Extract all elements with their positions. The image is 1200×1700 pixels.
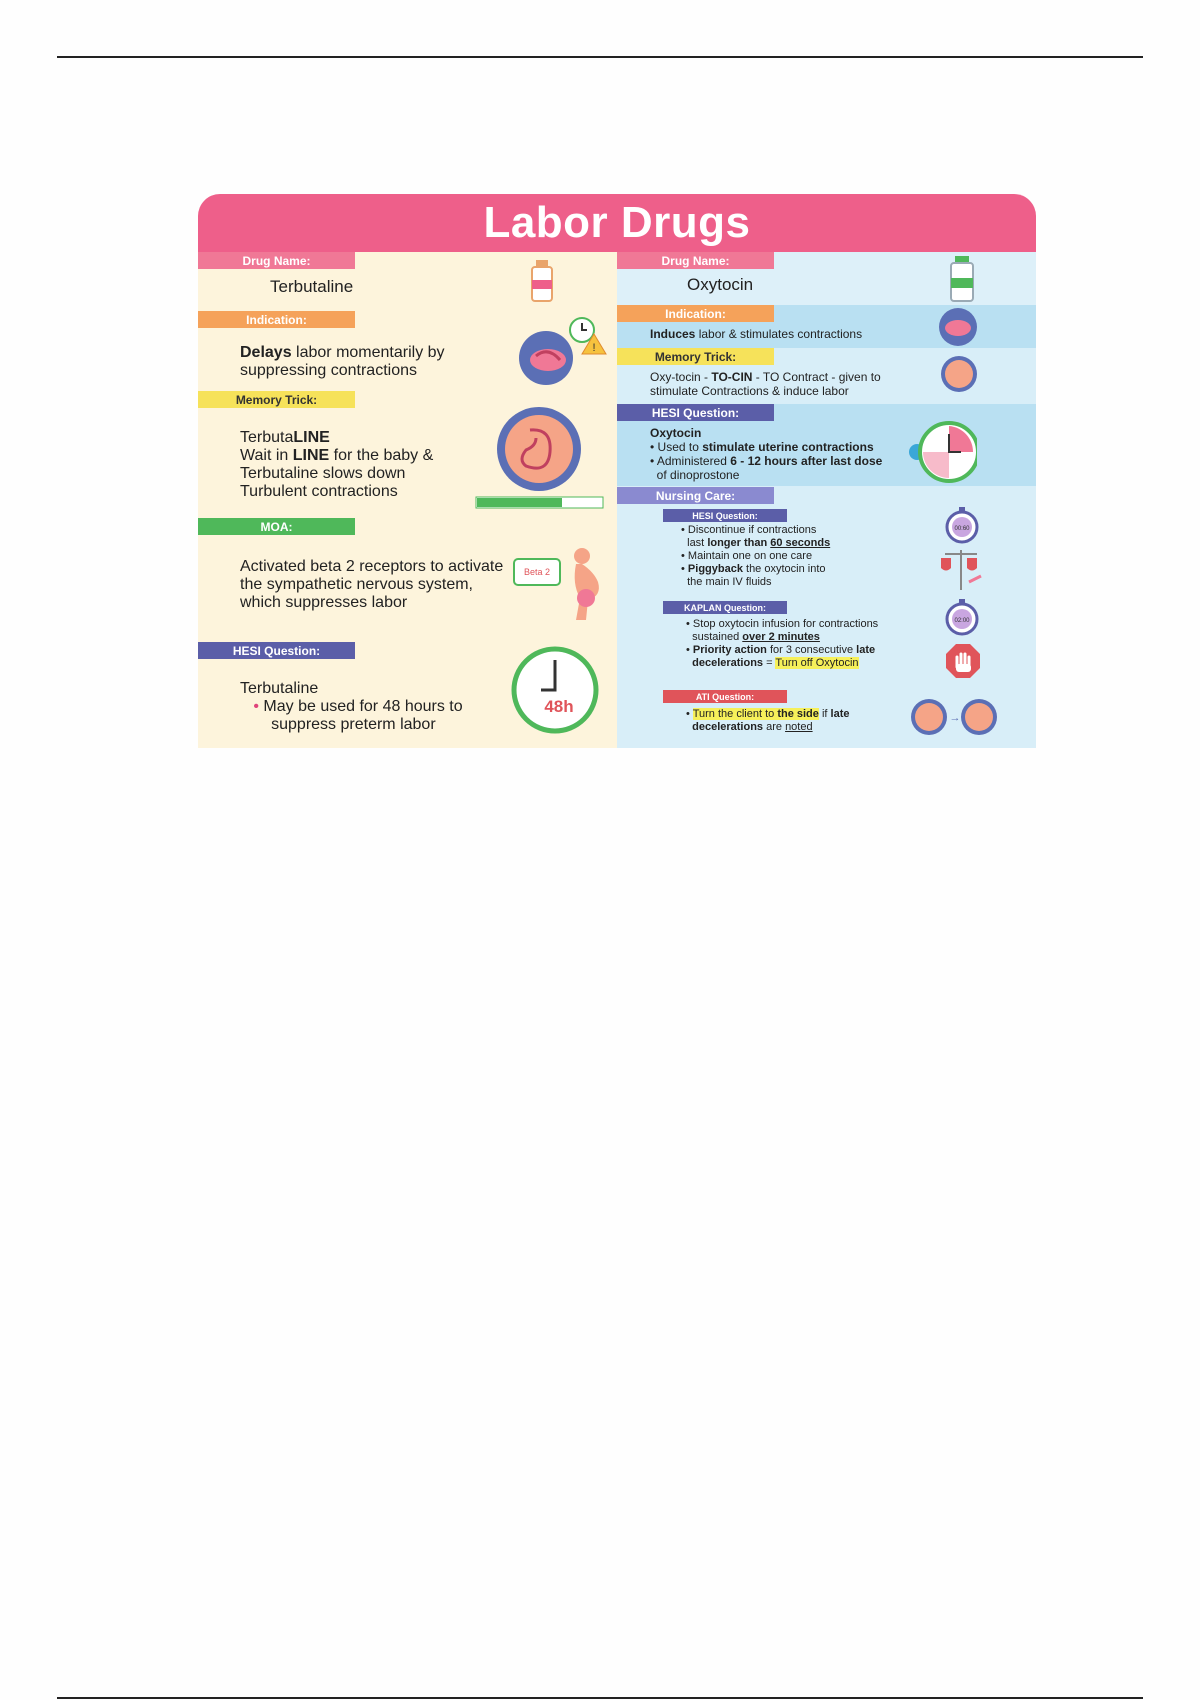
- ati-label: ATI Question:: [663, 690, 787, 703]
- drug-name-label: Drug Name:: [198, 252, 355, 269]
- vial-icon: [947, 254, 977, 304]
- svg-text:48h: 48h: [544, 697, 574, 716]
- indication-text: Induces labor & stimulates contractions: [650, 327, 863, 341]
- stopwatch-icon: [945, 506, 979, 544]
- hesi-question-text: Terbutaline • May be used for 48 hours to suppress preterm labor: [240, 680, 463, 733]
- card-title: Labor Drugs: [483, 198, 751, 247]
- hesi-question-label: HESI Question:: [617, 404, 774, 421]
- drug-name: Terbutaline: [270, 277, 354, 296]
- timer-icon: [907, 420, 977, 484]
- svg-text:→: →: [949, 712, 961, 724]
- indication-text: Delays labor momentarily by suppressing contractions: [240, 344, 445, 379]
- uterus-icon: [937, 306, 979, 348]
- card-title-bar: [198, 194, 1036, 252]
- drug-name: Oxytocin: [687, 275, 754, 294]
- fetus-icon: [494, 404, 584, 494]
- terbutaline-column: [198, 252, 617, 748]
- svg-text:00:60: 00:60: [954, 526, 970, 532]
- nc-hesi-text: • Discontinue if contractions last longer than 60 seconds • Maintain one on one care • Piggyback the oxytocin into the main IV fluids: [681, 524, 831, 588]
- beta2-badge: Beta 2: [513, 558, 561, 586]
- nc-hesi-label: HESI Question:: [663, 509, 787, 522]
- memory-trick-text: TerbutaLINE Wait in LINE for the baby & Terbutaline slows down Turbulent contractions: [240, 429, 434, 500]
- memory-trick-text: Oxy-tocin - TO-CIN - TO Contract - given to stimulate Contractions & induce labor: [650, 370, 881, 398]
- moa-label: MOA:: [198, 518, 355, 535]
- memory-trick-label: Memory Trick:: [617, 348, 774, 365]
- moa-text: Activated beta 2 receptors to activate the sympathetic nervous system, which suppresses labor: [240, 558, 504, 611]
- memory-trick-label: Memory Trick:: [198, 391, 355, 408]
- clock-48h-icon: [511, 646, 599, 734]
- hesi-question-label: HESI Question:: [198, 642, 355, 659]
- kaplan-label: KAPLAN Question:: [663, 601, 787, 614]
- kaplan-text: • Stop oxytocin infusion for contractions sustained over 2 minutes • Priority action for 3 consecutive late decelerations = Turn off Oxytocin: [686, 618, 879, 669]
- labor-drugs-card: [198, 194, 1036, 748]
- hesi-question-text: Oxytocin • Used to stimulate uterine contractions • Administered 6 - 12 hours after last dose of dinoprostone: [650, 426, 883, 482]
- turn-side-icon: [911, 696, 999, 738]
- drug-name-label: Drug Name:: [617, 252, 774, 269]
- pregnant-woman-icon: [562, 546, 604, 622]
- uterus-warning-icon: [516, 316, 608, 390]
- indication-label: Indication:: [617, 305, 774, 322]
- indication-label: Indication:: [198, 311, 355, 328]
- top-rule: [57, 56, 1143, 58]
- svg-text:!: !: [592, 342, 596, 354]
- svg-text:02:00: 02:00: [954, 618, 970, 624]
- bottom-rule: [57, 1697, 1143, 1699]
- stop-hand-icon: [945, 643, 981, 679]
- vial-icon: [528, 258, 556, 304]
- fetus-icon: [939, 354, 979, 394]
- nursing-care-label: Nursing Care:: [617, 487, 774, 504]
- oxytocin-column: [617, 252, 1036, 748]
- iv-bag-icon: [937, 548, 987, 592]
- stopwatch-icon: [945, 598, 979, 636]
- ati-text: • Turn the client to the side if late decelerations are noted: [686, 708, 850, 733]
- progress-bar: [475, 496, 605, 510]
